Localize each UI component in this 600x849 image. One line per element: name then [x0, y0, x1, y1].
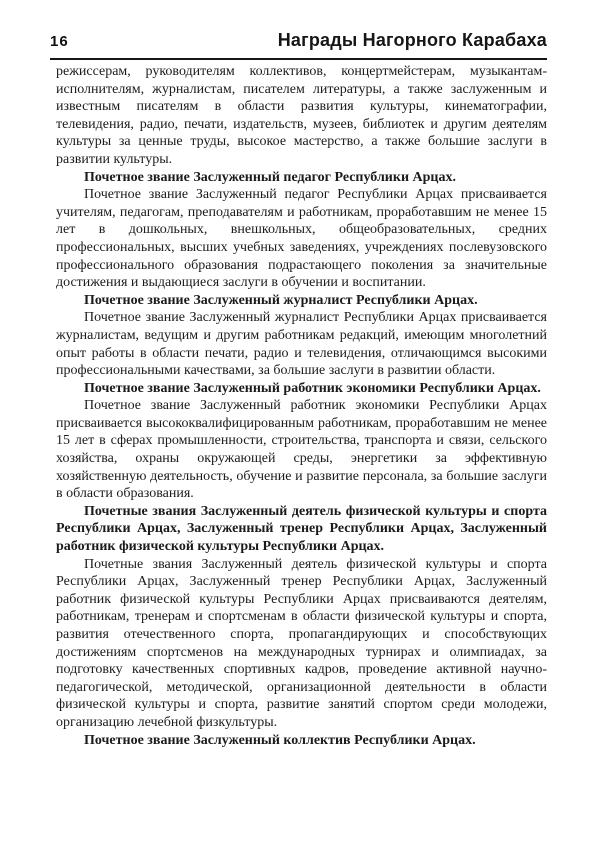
running-header-title: Награды Нагорного Карабаха: [277, 30, 547, 50]
section-heading: Почетное звание Заслуженный педагог Республики Арцах.: [84, 169, 456, 185]
document-body: [50, 63, 547, 749]
section-heading: Почетное звание Заслуженный работник экономики Республики Арцах.: [84, 380, 541, 396]
page-header: [50, 30, 547, 60]
paragraph: Почетные звания Заслуженный деятель физической культуры и спорта Республики Арцах, Заслуженный тренер Республики Арцах, Заслуженный работник физической культуры Республики Арцах присваиваются деятелям, работникам, тренерам и спортсменам в области физической культуры и спорта, развития отечественного спорта, пропагандирующих и способствующих достижениям спортсменов на международных турнирах и олимпиадах, за подготовку качественных спортивных кадров, проведение активной научно-педагогической, методической, организационной деятельности в области физической культуры и спорта, развитие занятий спортом среди молодежи, организацию лечебной физкультуры.: [56, 556, 547, 730]
section-heading: Почетное звание Заслуженный коллектив Республики Арцах.: [84, 732, 476, 748]
paragraph: Почетное звание Заслуженный педагог Республики Арцах присваивается учителям, педагогам, преподавателям и работникам, проработавшим не менее 15 лет в дошкольных, внешкольных, общеобразовательных, средних профессиональных, высших учебных заведениях, учреждениях послевузовского профессионального образования подрастающего поколения за значительные достижения и выдающиеся заслуги в обучении и воспитании.: [56, 187, 547, 291]
paragraph: Почетное звание Заслуженный работник экономики Республики Арцах присваивается высококвалифицированным работникам, проработавшим не менее 15 лет в сферах промышленности, строительства, транспорта и связи, сельского хозяйства, охраны окружающей среды, энергетики за эффективную хозяйственную деятельность, обучение и развитие персонала, за большие заслуги в области образования.: [56, 398, 547, 502]
paragraph: режиссерам, руководителям коллективов, концертмейстерам, музыкантам-исполнителям, журналистам, писателем литературы, а также заслуженным и известным писателям в области развития культуры, кинематографии, телевидения, радио, печати, издательств, музеев, библиотек и другим деятелям культуры за ценные труды, высокое мастерство, а также большие заслуги в развитии культуры.: [56, 64, 547, 167]
section-heading: Почетные звания Заслуженный деятель физической культуры и спорта Республики Арцах, Заслуженный тренер Республики Арцах, Заслуженный работник физической культуры Республики Арцах.: [56, 503, 547, 555]
page-number: 16: [50, 33, 69, 50]
paragraph: Почетное звание Заслуженный журналист Республики Арцах присваивается журналистам, ведущим и другим работникам редакций, имеющим многолетний опыт работы в области печати, радио и телевидения, отличающимся высокими профессиональными качествами, за большие заслуги в развитии области.: [56, 310, 547, 379]
section-heading: Почетное звание Заслуженный журналист Республики Арцах.: [84, 292, 478, 308]
